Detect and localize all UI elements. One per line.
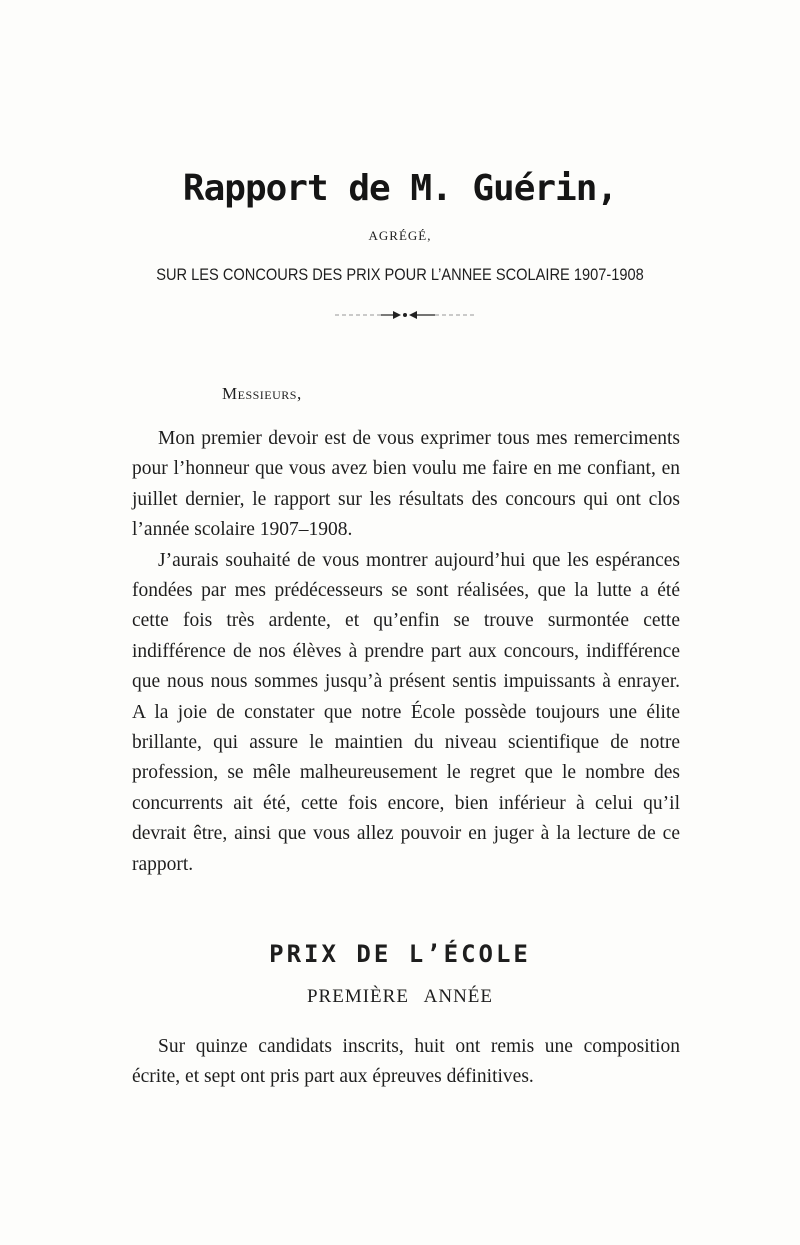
letter-body <box>132 424 680 880</box>
section-body <box>132 1032 680 1093</box>
ornament-divider <box>335 308 475 322</box>
paragraph: J’aurais souhaité de vous montrer aujourd’hui que les espérances fondées par mes prédécesseurs se sont réalisées, que la lutte a été cette fois très ardente, et qu’enfin se trouve surmontée cette indifférence de nos élèves à prendre part aux concours, indifférence que nous nous sommes jusqu’à présent sentis impuissants à enrayer. A la joie de constater que notre École possède toujours une élite brillante, qui assure le maintien du niveau scientifique de notre profession, se mêle malheureusement le regret que le nombre des concurrents ait été, cette fois encore, bien inférieur à celui qu’il devrait être, ainsi que vous allez pouvoir en juger à la lecture de ce rapport. <box>132 549 680 875</box>
section-title: PRIX DE L’ÉCOLE <box>269 940 531 968</box>
paragraph: Sur quinze candidats inscrits, huit ont remis une composition écrite, et sept ont pris part aux épreuves définitives. <box>132 1036 680 1088</box>
salutation: Messieurs, <box>222 384 302 403</box>
report-heading: SUR LES CONCOURS DES PRIX POUR L’ANNEE SCOLAIRE 1907-1908 <box>156 265 644 284</box>
paragraph: Mon premier devoir est de vous exprimer tous mes remerciments pour l’honneur que vous avez bien voulu me faire en me confiant, en juillet dernier, le rapport sur les résultats des concours qui ont clos l’année scolaire 1907–1908. <box>132 428 680 541</box>
report-title: Rapport de M. Guérin, <box>182 168 618 209</box>
author-rank: AGRÉGÉ, <box>368 228 432 243</box>
section-subtitle: PREMIÈRE ANNÉE <box>306 986 494 1007</box>
